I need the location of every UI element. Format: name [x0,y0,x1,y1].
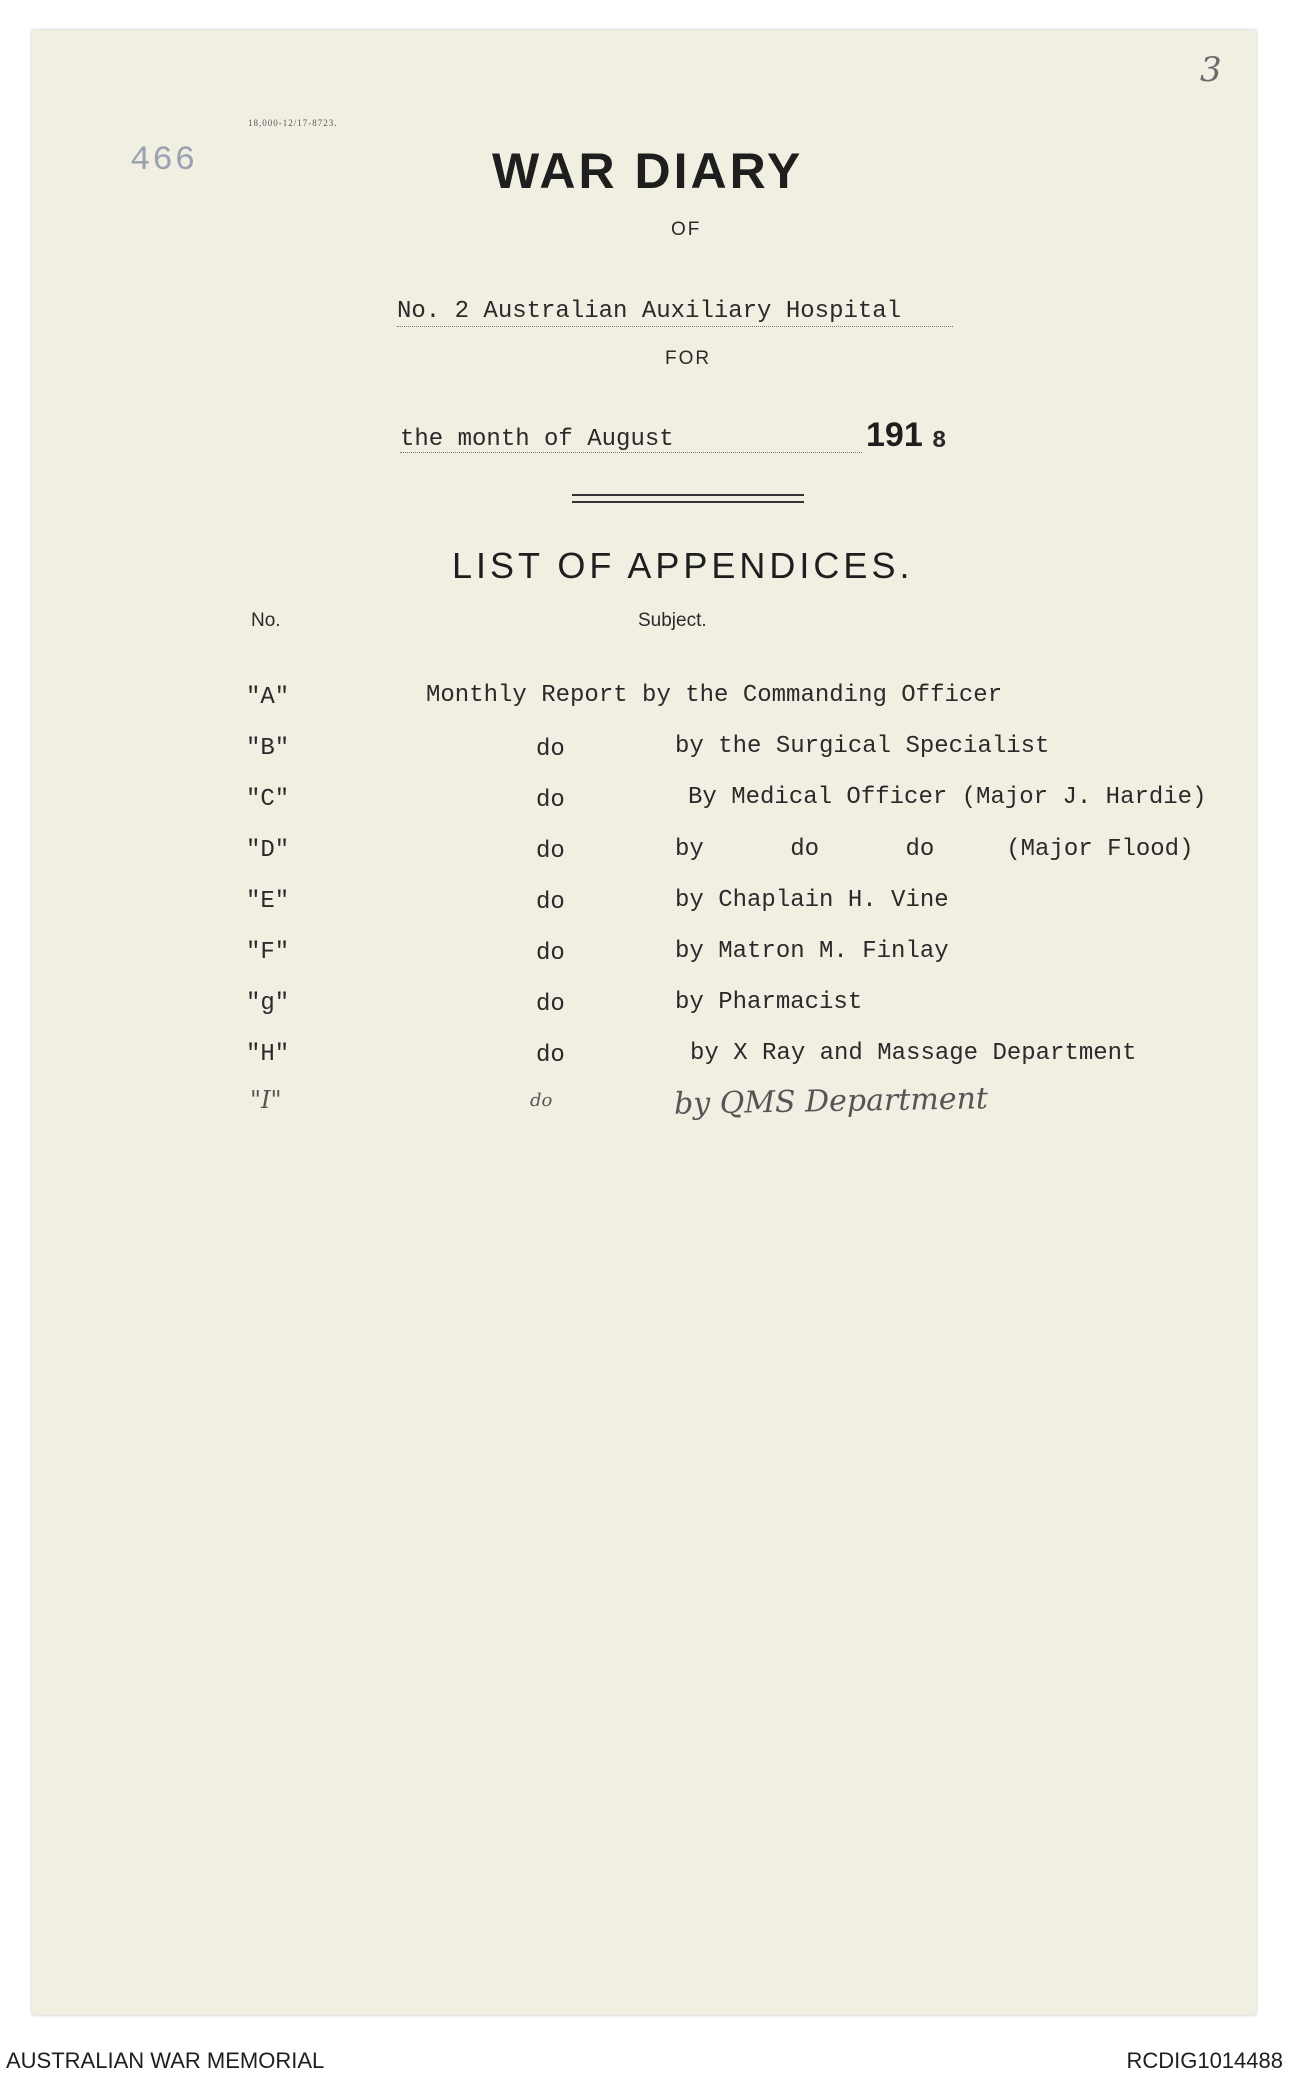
footer-institution: AUSTRALIAN WAR MEMORIAL [6,2048,325,2073]
year-printed: 191 [866,416,923,454]
appendix-ditto-e: do [536,889,565,916]
of-label: OF [671,219,702,240]
double-rule-bottom [572,501,804,503]
column-header-no: No. [251,610,281,631]
document-title: WAR DIARY [492,143,804,199]
appendix-subject-d: by do do (Major Flood) [675,836,1194,863]
appendix-subject-i: by QMS Department [673,1081,989,1122]
print-line: 18,000-12/17-8723. [248,118,338,128]
double-rule-top [572,494,804,496]
appendix-ditto-h: do [536,1042,565,1069]
document-page [32,30,1256,2015]
list-title: LIST OF APPENDICES. [452,545,914,586]
appendix-subject-a: Monthly Report by the Commanding Officer [426,682,1003,709]
appendix-ditto-g: do [536,991,565,1018]
appendix-ditto-b: do [536,736,565,763]
footer-record-id: RCDIG1014488 [1126,2048,1283,2073]
appendix-ditto-f: do [536,940,565,967]
appendix-subject-h: by X Ray and Massage Department [690,1040,1137,1067]
period-text: the month of August [400,426,674,453]
unit-name: No. 2 Australian Auxiliary Hospital [397,298,902,325]
appendix-no-c: "C" [246,786,290,813]
appendix-no-f: "F" [246,939,290,966]
appendix-no-g: "g" [246,990,290,1017]
appendix-no-d: "D" [246,837,290,864]
appendix-ditto-i: do [530,1090,553,1111]
stamp-number: 466 [130,142,198,180]
appendix-no-e: "E" [246,888,290,915]
column-header-subject: Subject. [638,610,707,631]
appendix-no-i: "I" [250,1086,282,1114]
appendix-subject-c: By Medical Officer (Major J. Hardie) [688,784,1207,811]
appendix-no-h: "H" [246,1041,290,1068]
period-dotted-line [400,452,862,453]
appendix-ditto-d: do [536,838,565,865]
appendix-subject-e: by Chaplain H. Vine [675,887,949,914]
unit-dotted-line [397,326,953,327]
appendix-no-a: "A" [246,684,290,711]
appendix-no-b: "B" [246,735,290,762]
appendix-subject-b: by the Surgical Specialist [675,733,1050,760]
year-typed: 8 [932,428,947,455]
appendix-subject-f: by Matron M. Finlay [675,938,949,965]
for-label: FOR [665,348,712,369]
appendix-subject-g: by Pharmacist [675,989,863,1016]
page-number: 3 [1200,50,1222,90]
appendix-ditto-c: do [536,787,565,814]
